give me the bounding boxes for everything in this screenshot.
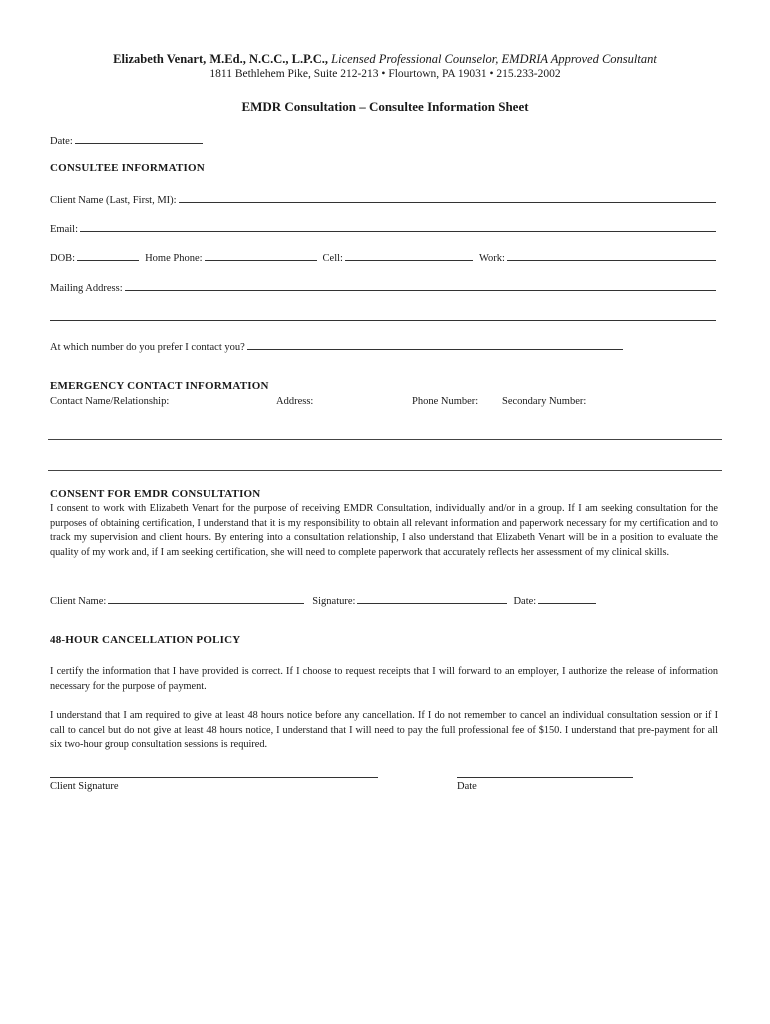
client-name-row [50,192,720,206]
consent-heading: CONSENT FOR EMDR CONSULTATION [50,488,261,500]
dob-label: DOB: [50,253,76,264]
phone-row [50,250,720,264]
date-label: Date: [50,136,73,147]
consent-signature-field[interactable] [357,593,507,604]
consent-date-field[interactable] [538,593,596,604]
emergency-row-2-line[interactable] [48,470,722,471]
emergency-col-name: Contact Name/Relationship: [50,396,170,407]
signature-date-line[interactable] [457,777,633,778]
cell-field[interactable] [345,250,473,261]
date-row [50,133,203,147]
cancellation-para-1: I certify the information that I have provided is correct. If I choose to request receipts that I will forward to an employer, I authorize the release of information necessary for the purpose of payment. [50,666,718,692]
practice-address: 1811 Bethlehem Pike, Suite 212-213 • Flourtown, PA 19031 • 215.233-2002 [209,68,561,80]
emergency-heading: EMERGENCY CONTACT INFORMATION [50,380,269,392]
consent-signature-row [50,593,596,607]
consent-client-name-field[interactable] [108,593,304,604]
cell-label: Cell: [322,253,343,264]
header-practitioner [0,52,770,67]
client-signature-line[interactable] [50,777,378,778]
home-phone-label: Home Phone: [145,253,203,264]
preferred-number-row [50,339,720,353]
consent-body: I consent to work with Elizabeth Venart for the purpose of receiving EMDR Consultation, individually and/or in a group. If I am seeking consultation for the purposes of obtaining certification, I understand that it is my responsibility to obtain all relevant information and paperwork necessary for my certification and to track my supervision and client hours. By entering into a consultation relationship, I also understand that Elizabeth Venart will be in a position to evaluate the quality of my work and, if I am seeking certification, she will need to complete paperwork that accurately reflects her assessment of my clinical skills. [50,503,718,558]
client-signature-label: Client Signature [50,781,119,792]
cancellation-heading: 48-HOUR CANCELLATION POLICY [50,634,241,646]
client-name-label: Client Name (Last, First, MI): [50,195,177,206]
mailing-address-field[interactable] [125,280,716,291]
work-label: Work: [478,253,505,264]
consent-date-label: Date: [513,596,537,607]
email-label: Email: [50,224,78,235]
mailing-address-row [50,280,720,294]
consent-client-name-label: Client Name: [50,596,107,607]
practitioner-credentials: Licensed Professional Counselor, EMDRIA Approved Consultant [331,52,657,66]
emergency-col-address: Address: [276,396,314,407]
emergency-row-1-line[interactable] [48,439,722,440]
emergency-col-secondary: Secondary Number: [502,396,587,407]
signature-date-label: Date [457,781,477,792]
mailing-address-line-2[interactable] [50,320,716,321]
mailing-address-label: Mailing Address: [50,283,123,294]
email-field[interactable] [80,221,716,232]
consent-signature-label: Signature: [312,596,356,607]
emergency-col-phone: Phone Number: [412,396,479,407]
preferred-number-label: At which number do you prefer I contact you? [50,342,245,353]
date-field[interactable] [75,133,203,144]
dob-field[interactable] [77,250,139,261]
cancellation-para-2: I understand that I am required to give at least 48 hours notice before any cancellation. If I do not remember to cancel an individual consultation session or if I call to cancel but do not give at least 48 hours notice, I understand that I will need to pay the full professional fee of $150. I understand that pre-payment for all six two-hour group consultation sessions is required. [50,710,718,750]
client-name-field[interactable] [179,192,716,203]
work-field[interactable] [507,250,716,261]
consultee-heading: CONSULTEE INFORMATION [50,162,205,174]
preferred-number-field[interactable] [247,339,623,350]
home-phone-field[interactable] [205,250,317,261]
practitioner-name: Elizabeth Venart, M.Ed., N.C.C., L.P.C., [113,52,329,66]
form-title: EMDR Consultation – Consultee Information Sheet [241,99,529,114]
email-row [50,221,720,235]
